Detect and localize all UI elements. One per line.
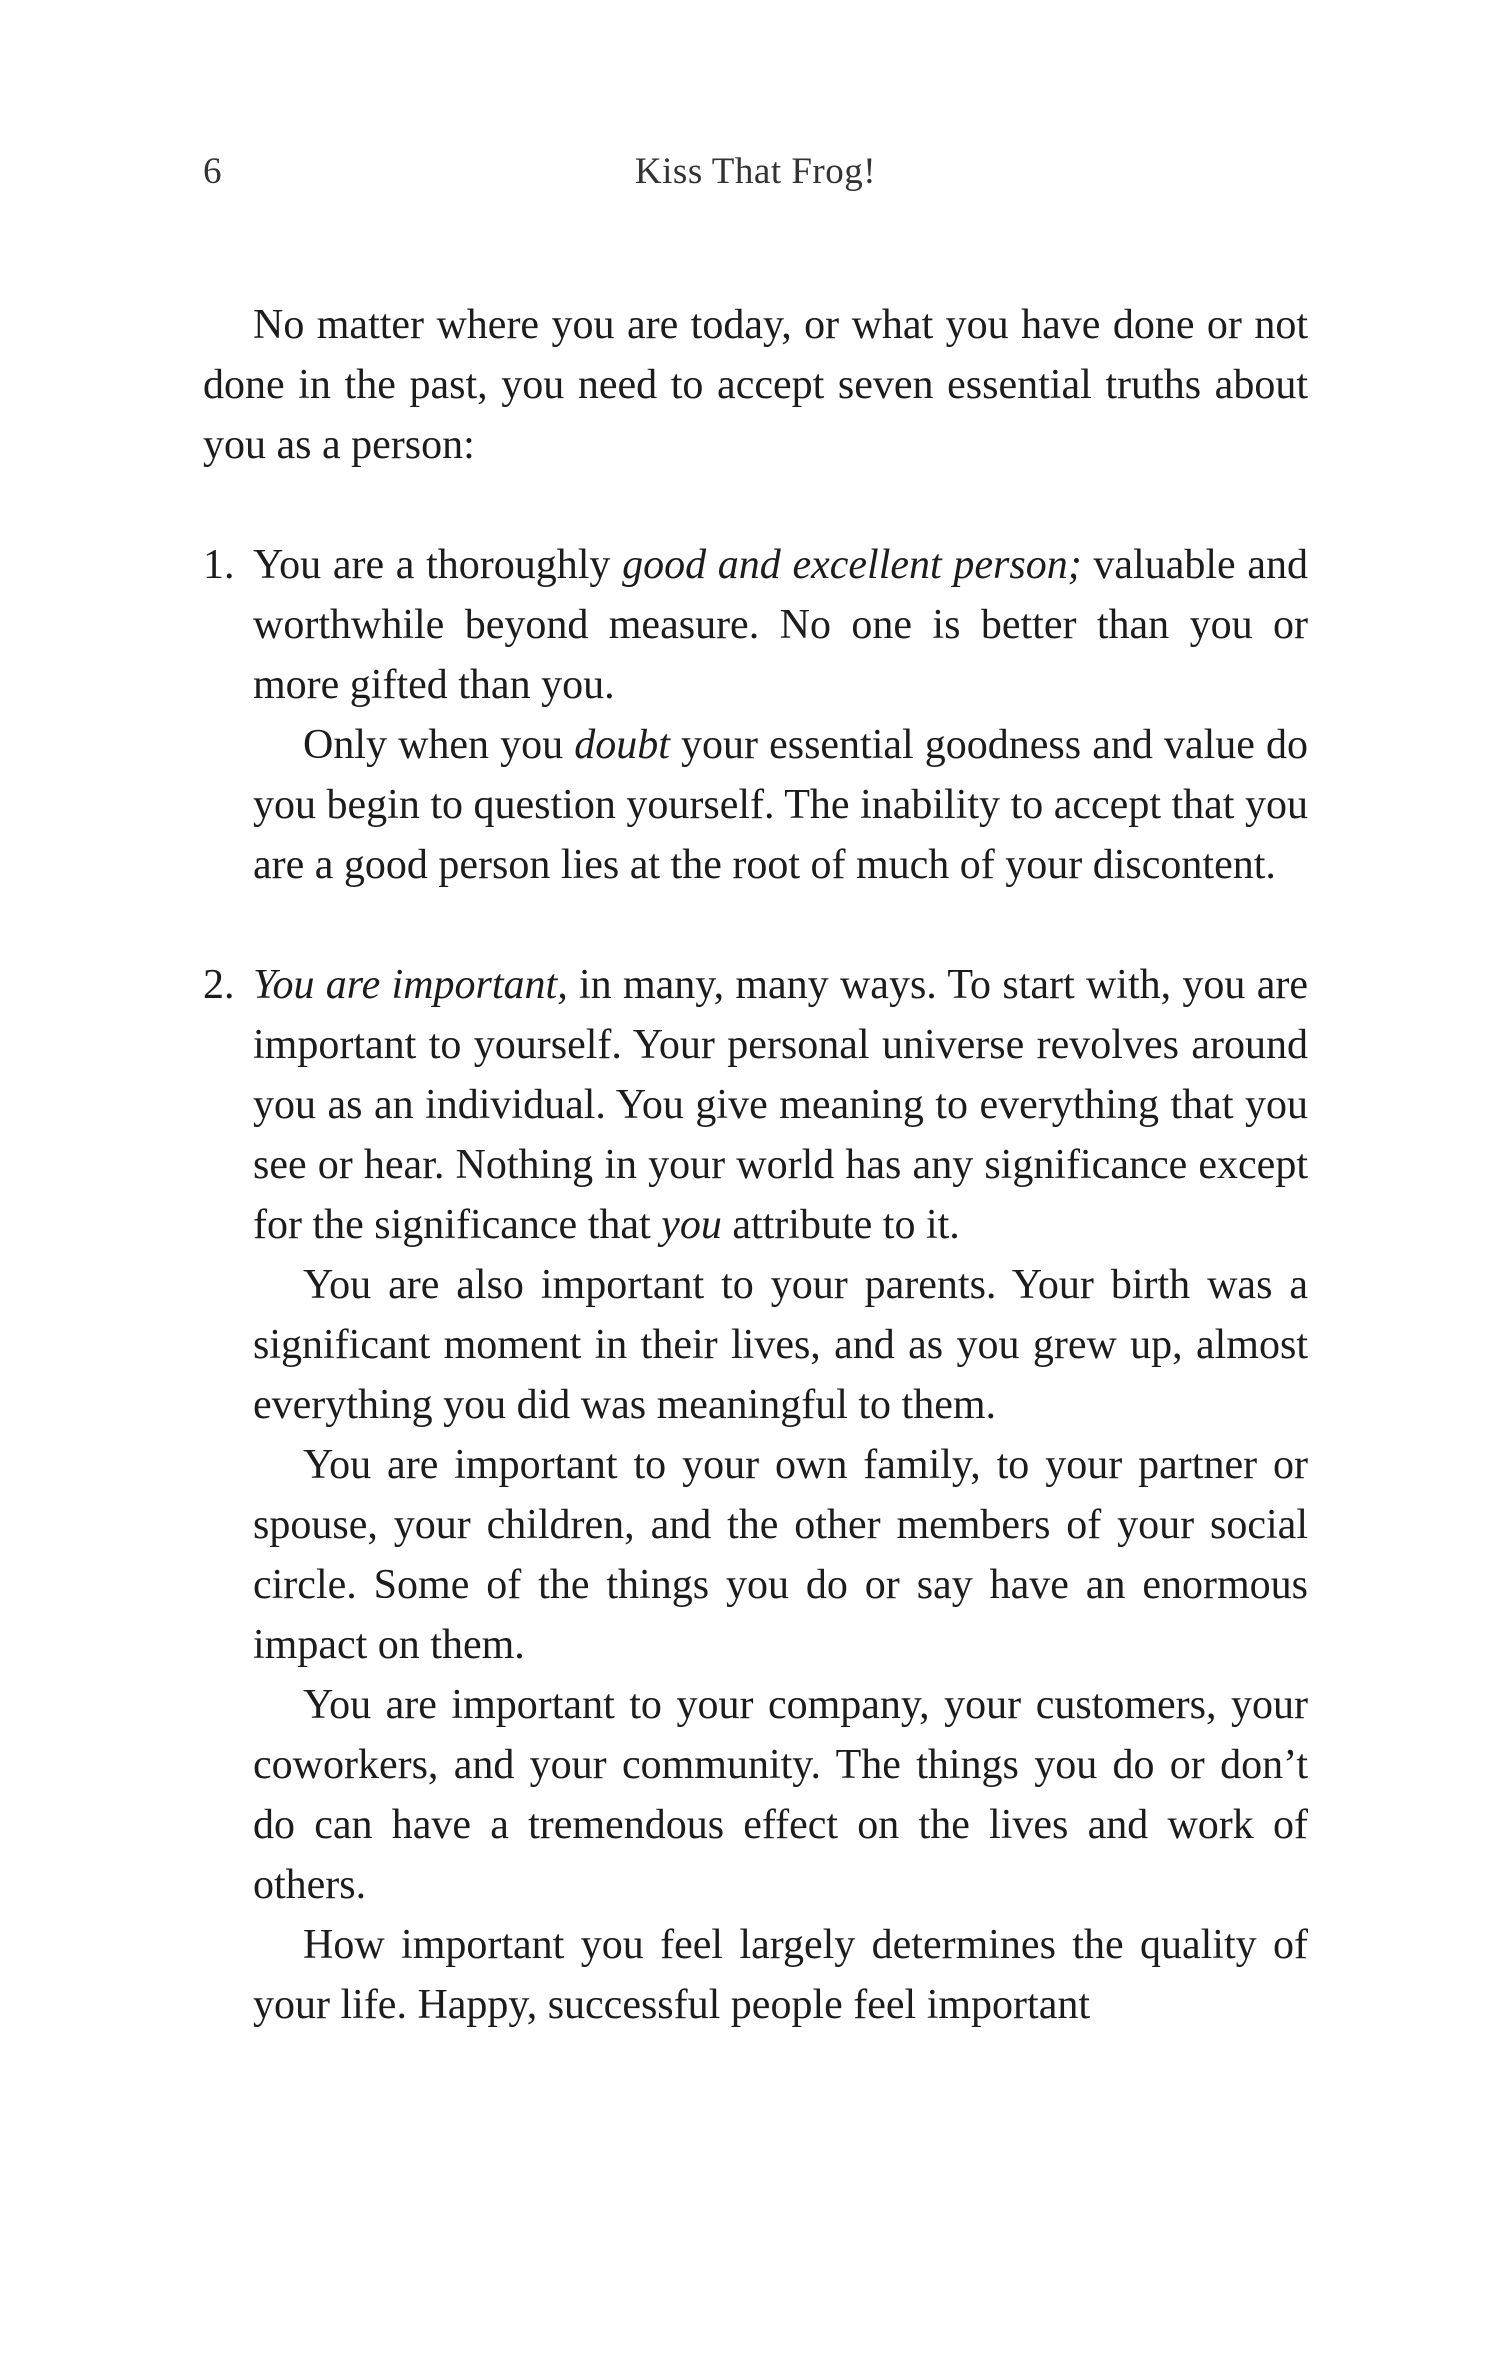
page-number: 6 <box>203 151 222 192</box>
list-item-1 <box>203 535 1308 895</box>
item-2-paragraph-5: How important you feel largely determines the quality of your life. Happy, successful people feel important <box>253 1922 1308 2028</box>
running-title: Kiss That Frog! <box>634 151 877 192</box>
list-number: 2. <box>203 962 235 1008</box>
list-number: 1. <box>203 542 235 588</box>
item-1-paragraph-2: Only when you doubt your essential goodness and value do you begin to question yourself. The inability to accept that you are a good person lies at the root of much of your discontent. <box>253 722 1308 888</box>
page-body <box>203 295 1308 2035</box>
intro-paragraph: No matter where you are today, or what you have done or not done in the past, you need to accept seven essential truths about you as a person: <box>203 302 1308 468</box>
item-2-paragraph-1: You are important, in many, many ways. To start with, you are important to yourself. Your personal universe revolves around you as an individual. You give meaning to everything that you see or hear. Nothing in your world has any significance except for the significance that you attribute to it. <box>253 962 1308 1248</box>
item-2-paragraph-3: You are important to your own family, to your partner or spouse, your children, and the other members of your social circle. Some of the things you do or say have an enormous impact on them. <box>253 1442 1308 1668</box>
item-2-paragraph-4: You are important to your company, your customers, your coworkers, and your community. The things you do or don’t do can have a tremendous effect on the lives and work of others. <box>253 1682 1308 1908</box>
page-header <box>203 150 1308 210</box>
list-item-2 <box>203 955 1308 2035</box>
item-2-paragraph-2: You are also important to your parents. Your birth was a significant moment in their lives, and as you grew up, almost everything you did was meaningful to them. <box>253 1262 1308 1428</box>
item-1-paragraph-1: You are a thoroughly good and excellent person; valuable and worthwhile beyond measure. No one is better than you or more gifted than you. <box>253 542 1308 708</box>
